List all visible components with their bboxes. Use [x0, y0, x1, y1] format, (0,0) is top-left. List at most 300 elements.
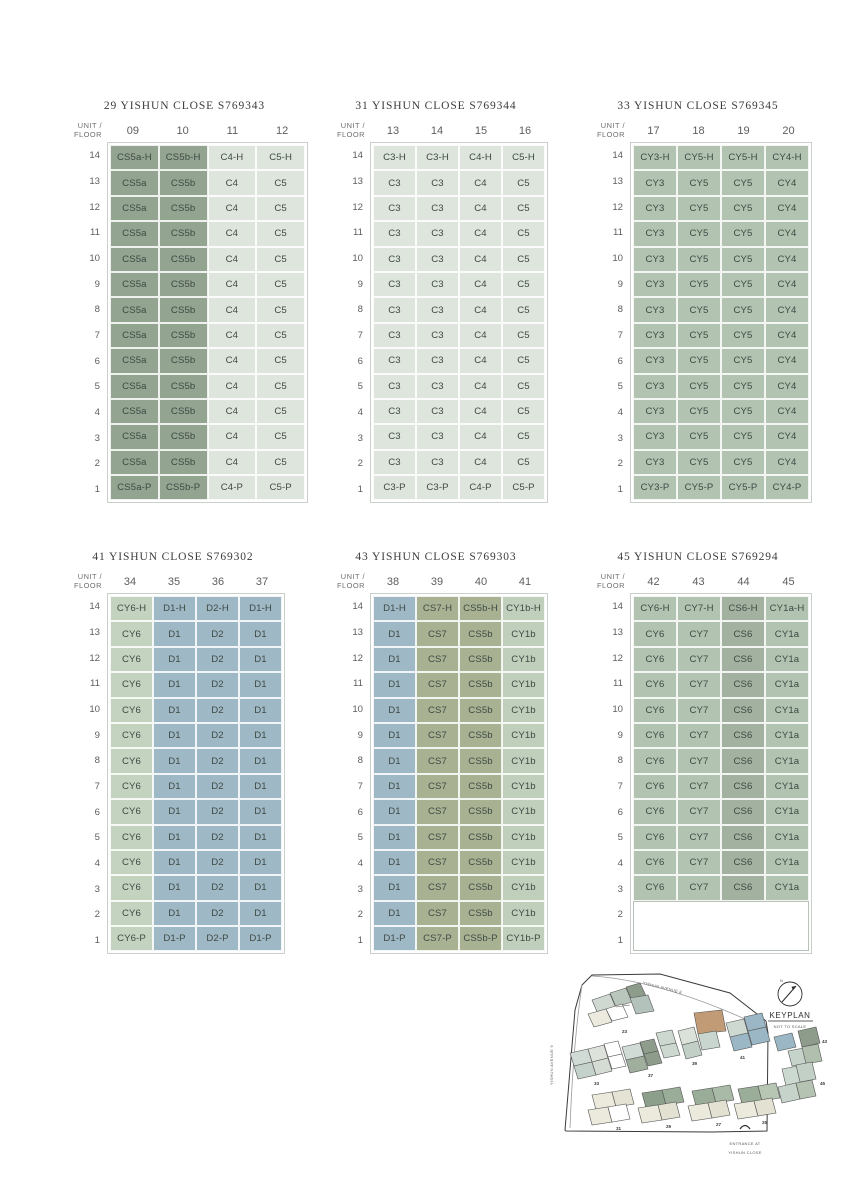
- unit-cell[interactable]: CY7-H: [677, 596, 721, 621]
- unit-cell[interactable]: CY6-H: [110, 596, 153, 621]
- unit-cell[interactable]: D1: [153, 850, 196, 875]
- unit-cell[interactable]: CY6: [633, 621, 677, 646]
- unit-cell[interactable]: D1: [153, 672, 196, 697]
- unit-cell[interactable]: CS6: [721, 799, 765, 824]
- unit-cell[interactable]: C5: [256, 272, 305, 297]
- unit-cell[interactable]: CS7: [416, 723, 459, 748]
- unit-cell[interactable]: C5: [256, 323, 305, 348]
- unit-cell[interactable]: CS5a: [110, 374, 159, 399]
- unit-cell[interactable]: C4: [459, 374, 502, 399]
- unit-cell[interactable]: C3-H: [373, 145, 416, 170]
- unit-cell[interactable]: C3: [416, 221, 459, 246]
- unit-cell[interactable]: C3: [373, 348, 416, 373]
- unit-cell[interactable]: CS5a: [110, 348, 159, 373]
- unit-cell[interactable]: D2-H: [196, 596, 239, 621]
- unit-cell[interactable]: CS5b: [159, 247, 208, 272]
- unit-cell[interactable]: CS5a-P: [110, 475, 159, 500]
- unit-cell[interactable]: CY1b: [502, 698, 545, 723]
- unit-cell[interactable]: CY1a: [765, 672, 809, 697]
- unit-cell[interactable]: CY4: [765, 399, 809, 424]
- unit-cell[interactable]: CS5a: [110, 399, 159, 424]
- unit-cell[interactable]: D1: [373, 621, 416, 646]
- unit-cell[interactable]: CS7: [416, 647, 459, 672]
- unit-cell[interactable]: CS5b-P: [159, 475, 208, 500]
- unit-cell[interactable]: C4-P: [208, 475, 257, 500]
- unit-cell[interactable]: C3: [373, 221, 416, 246]
- unit-cell[interactable]: C3: [373, 374, 416, 399]
- unit-cell[interactable]: C5: [502, 323, 545, 348]
- unit-cell[interactable]: D2: [196, 647, 239, 672]
- unit-cell[interactable]: D1: [239, 723, 282, 748]
- unit-cell[interactable]: CY1a: [765, 647, 809, 672]
- unit-cell[interactable]: CS5b: [459, 698, 502, 723]
- unit-cell[interactable]: D1: [153, 774, 196, 799]
- unit-cell[interactable]: CY5: [721, 374, 765, 399]
- unit-cell[interactable]: CY6: [110, 901, 153, 926]
- unit-cell[interactable]: CY3: [633, 323, 677, 348]
- unit-cell[interactable]: CS5b: [159, 221, 208, 246]
- unit-cell[interactable]: CY6: [633, 647, 677, 672]
- unit-cell[interactable]: CY6-P: [110, 926, 153, 951]
- unit-cell[interactable]: D1: [153, 723, 196, 748]
- unit-cell[interactable]: CY3: [633, 399, 677, 424]
- unit-cell[interactable]: CS5b: [159, 450, 208, 475]
- unit-cell[interactable]: CS6-H: [721, 596, 765, 621]
- unit-cell[interactable]: C4: [459, 221, 502, 246]
- unit-cell[interactable]: CY3: [633, 221, 677, 246]
- unit-cell[interactable]: D2: [196, 901, 239, 926]
- unit-cell[interactable]: C4: [459, 272, 502, 297]
- unit-cell[interactable]: CS6: [721, 647, 765, 672]
- unit-cell[interactable]: C5: [256, 399, 305, 424]
- unit-cell[interactable]: C4: [459, 424, 502, 449]
- unit-cell[interactable]: CS7-H: [416, 596, 459, 621]
- unit-cell[interactable]: CY5: [721, 247, 765, 272]
- unit-cell[interactable]: CS7: [416, 825, 459, 850]
- unit-cell[interactable]: D2-P: [196, 926, 239, 951]
- unit-cell[interactable]: CY5: [721, 399, 765, 424]
- unit-cell[interactable]: CY3: [633, 374, 677, 399]
- unit-cell[interactable]: CS5b: [459, 774, 502, 799]
- unit-cell[interactable]: CY4: [765, 348, 809, 373]
- unit-cell[interactable]: CS5a: [110, 297, 159, 322]
- unit-cell[interactable]: CY1b: [502, 774, 545, 799]
- unit-cell[interactable]: C3: [373, 196, 416, 221]
- unit-cell[interactable]: C3: [373, 297, 416, 322]
- unit-cell[interactable]: CY6: [110, 825, 153, 850]
- unit-cell[interactable]: CY1a: [765, 748, 809, 773]
- unit-cell[interactable]: CY5: [721, 170, 765, 195]
- unit-cell[interactable]: C3-P: [416, 475, 459, 500]
- unit-cell[interactable]: C5: [256, 374, 305, 399]
- unit-cell[interactable]: CS7: [416, 799, 459, 824]
- unit-cell[interactable]: CY4: [765, 170, 809, 195]
- unit-cell[interactable]: CY6: [633, 748, 677, 773]
- unit-cell[interactable]: CY7: [677, 698, 721, 723]
- unit-cell[interactable]: C5: [256, 196, 305, 221]
- unit-cell[interactable]: C3: [373, 450, 416, 475]
- unit-cell[interactable]: CY5: [677, 221, 721, 246]
- unit-cell[interactable]: D1: [239, 799, 282, 824]
- unit-cell[interactable]: C3: [416, 297, 459, 322]
- unit-cell[interactable]: C5: [256, 450, 305, 475]
- unit-cell[interactable]: CY6: [633, 672, 677, 697]
- unit-cell[interactable]: CY4: [765, 247, 809, 272]
- unit-cell[interactable]: CY3: [633, 247, 677, 272]
- unit-cell[interactable]: D1: [373, 901, 416, 926]
- unit-cell[interactable]: D1: [153, 647, 196, 672]
- unit-cell[interactable]: D2: [196, 621, 239, 646]
- unit-cell[interactable]: D1: [239, 748, 282, 773]
- unit-cell[interactable]: CS7: [416, 901, 459, 926]
- unit-cell[interactable]: CY4: [765, 424, 809, 449]
- unit-cell[interactable]: C4: [459, 297, 502, 322]
- unit-cell[interactable]: C3: [373, 170, 416, 195]
- unit-cell[interactable]: CY6: [633, 723, 677, 748]
- unit-cell[interactable]: CS6: [721, 672, 765, 697]
- unit-cell[interactable]: D1: [373, 799, 416, 824]
- unit-cell[interactable]: C4: [459, 323, 502, 348]
- unit-cell[interactable]: CY3: [633, 297, 677, 322]
- unit-cell[interactable]: D1: [239, 698, 282, 723]
- unit-cell[interactable]: CS5b: [159, 272, 208, 297]
- unit-cell[interactable]: D1: [239, 774, 282, 799]
- unit-cell[interactable]: C5: [502, 272, 545, 297]
- unit-cell[interactable]: D1-P: [373, 926, 416, 951]
- unit-cell[interactable]: D1: [239, 672, 282, 697]
- unit-cell[interactable]: CY3: [633, 348, 677, 373]
- unit-cell[interactable]: CY5: [677, 247, 721, 272]
- unit-cell[interactable]: CY1b: [502, 825, 545, 850]
- unit-cell[interactable]: D1: [373, 774, 416, 799]
- unit-cell[interactable]: CY1b: [502, 748, 545, 773]
- unit-cell[interactable]: CY6: [633, 850, 677, 875]
- unit-cell[interactable]: CS5a: [110, 170, 159, 195]
- unit-cell[interactable]: D2: [196, 825, 239, 850]
- unit-cell[interactable]: C5: [502, 247, 545, 272]
- unit-cell[interactable]: C4: [208, 424, 257, 449]
- unit-cell[interactable]: C5: [256, 221, 305, 246]
- unit-cell[interactable]: CS5b: [459, 621, 502, 646]
- unit-cell[interactable]: D2: [196, 672, 239, 697]
- unit-cell[interactable]: C3: [416, 450, 459, 475]
- unit-cell[interactable]: CY3: [633, 272, 677, 297]
- unit-cell[interactable]: CY1b: [502, 647, 545, 672]
- unit-cell[interactable]: D1: [153, 621, 196, 646]
- unit-cell[interactable]: CS6: [721, 825, 765, 850]
- unit-cell[interactable]: CY4: [765, 450, 809, 475]
- unit-cell[interactable]: CY7: [677, 825, 721, 850]
- unit-cell[interactable]: CY1b: [502, 672, 545, 697]
- unit-cell[interactable]: CY1a: [765, 825, 809, 850]
- unit-cell[interactable]: CY6: [633, 875, 677, 900]
- unit-cell[interactable]: C4: [459, 247, 502, 272]
- unit-cell[interactable]: CY5: [721, 323, 765, 348]
- unit-cell[interactable]: CY7: [677, 875, 721, 900]
- unit-cell[interactable]: C3-H: [416, 145, 459, 170]
- unit-cell[interactable]: C3: [416, 399, 459, 424]
- unit-cell[interactable]: CS7: [416, 850, 459, 875]
- unit-cell[interactable]: C3: [416, 247, 459, 272]
- unit-cell[interactable]: CS7: [416, 774, 459, 799]
- unit-cell[interactable]: D1: [239, 901, 282, 926]
- unit-cell[interactable]: CY5: [677, 348, 721, 373]
- unit-cell[interactable]: CY6: [633, 698, 677, 723]
- unit-cell[interactable]: C4-H: [208, 145, 257, 170]
- unit-cell[interactable]: CY6: [110, 799, 153, 824]
- unit-cell[interactable]: CY6: [110, 850, 153, 875]
- unit-cell[interactable]: D1: [373, 850, 416, 875]
- unit-cell[interactable]: CY6: [110, 723, 153, 748]
- unit-cell[interactable]: CY5: [721, 450, 765, 475]
- unit-cell[interactable]: CY5: [721, 424, 765, 449]
- unit-cell[interactable]: CY5: [721, 297, 765, 322]
- unit-cell[interactable]: C3: [416, 374, 459, 399]
- unit-cell[interactable]: CY5: [721, 221, 765, 246]
- unit-cell[interactable]: CS5b: [459, 672, 502, 697]
- unit-cell[interactable]: C4: [208, 221, 257, 246]
- unit-cell[interactable]: CY5-P: [721, 475, 765, 500]
- unit-cell[interactable]: C5: [502, 297, 545, 322]
- unit-cell[interactable]: D2: [196, 698, 239, 723]
- unit-cell[interactable]: C3: [416, 424, 459, 449]
- unit-cell[interactable]: C3: [416, 170, 459, 195]
- unit-cell[interactable]: CY5-H: [677, 145, 721, 170]
- unit-cell[interactable]: CS5b-P: [459, 926, 502, 951]
- unit-cell[interactable]: C5: [502, 450, 545, 475]
- unit-cell[interactable]: D1-P: [153, 926, 196, 951]
- unit-cell[interactable]: D1-P: [239, 926, 282, 951]
- unit-cell[interactable]: CY5-H: [721, 145, 765, 170]
- unit-cell[interactable]: CY4: [765, 374, 809, 399]
- unit-cell[interactable]: CS5a: [110, 221, 159, 246]
- unit-cell[interactable]: CY6-H: [633, 596, 677, 621]
- unit-cell[interactable]: C5-P: [256, 475, 305, 500]
- unit-cell[interactable]: CY5: [677, 374, 721, 399]
- unit-cell[interactable]: C4: [459, 170, 502, 195]
- unit-cell[interactable]: CS5b: [159, 348, 208, 373]
- unit-cell[interactable]: CY7: [677, 647, 721, 672]
- unit-cell[interactable]: CS5b: [159, 424, 208, 449]
- unit-cell[interactable]: CY5: [677, 424, 721, 449]
- unit-cell[interactable]: CY1b: [502, 723, 545, 748]
- unit-cell[interactable]: CY3-P: [633, 475, 677, 500]
- unit-cell[interactable]: CS5a: [110, 323, 159, 348]
- unit-cell[interactable]: CS5b: [459, 901, 502, 926]
- unit-cell[interactable]: CS5b: [459, 748, 502, 773]
- unit-cell[interactable]: CY6: [633, 825, 677, 850]
- unit-cell[interactable]: CS6: [721, 850, 765, 875]
- unit-cell[interactable]: CY1a: [765, 799, 809, 824]
- unit-cell[interactable]: CS7: [416, 875, 459, 900]
- unit-cell[interactable]: CY7: [677, 774, 721, 799]
- unit-cell[interactable]: CY6: [110, 698, 153, 723]
- unit-cell[interactable]: C4: [208, 348, 257, 373]
- unit-cell[interactable]: CY3: [633, 424, 677, 449]
- unit-cell[interactable]: CY4: [765, 196, 809, 221]
- unit-cell[interactable]: C5: [502, 196, 545, 221]
- unit-cell[interactable]: CY3-H: [633, 145, 677, 170]
- unit-cell[interactable]: C5: [256, 247, 305, 272]
- unit-cell[interactable]: CS6: [721, 698, 765, 723]
- unit-cell[interactable]: CY5: [677, 399, 721, 424]
- unit-cell[interactable]: CY6: [110, 672, 153, 697]
- unit-cell[interactable]: CY1b: [502, 799, 545, 824]
- unit-cell[interactable]: D1: [153, 875, 196, 900]
- unit-cell[interactable]: C5: [502, 348, 545, 373]
- unit-cell[interactable]: D1: [373, 647, 416, 672]
- unit-cell[interactable]: CY6: [110, 875, 153, 900]
- unit-cell[interactable]: CY5-P: [677, 475, 721, 500]
- unit-cell[interactable]: C5: [502, 424, 545, 449]
- unit-cell[interactable]: D1-H: [239, 596, 282, 621]
- unit-cell[interactable]: D1: [239, 621, 282, 646]
- unit-cell[interactable]: C4: [208, 170, 257, 195]
- unit-cell[interactable]: D1: [239, 850, 282, 875]
- unit-cell[interactable]: CS6: [721, 723, 765, 748]
- unit-cell[interactable]: D1: [239, 875, 282, 900]
- unit-cell[interactable]: D1: [373, 723, 416, 748]
- unit-cell[interactable]: D1-H: [373, 596, 416, 621]
- unit-cell[interactable]: CY1a: [765, 723, 809, 748]
- unit-cell[interactable]: D2: [196, 774, 239, 799]
- unit-cell[interactable]: CS6: [721, 875, 765, 900]
- unit-cell[interactable]: CY6: [110, 774, 153, 799]
- unit-cell[interactable]: D2: [196, 748, 239, 773]
- unit-cell[interactable]: C3: [416, 348, 459, 373]
- unit-cell[interactable]: C3: [373, 323, 416, 348]
- unit-cell[interactable]: C4: [459, 196, 502, 221]
- unit-cell[interactable]: CY1b: [502, 621, 545, 646]
- unit-cell[interactable]: C5: [502, 374, 545, 399]
- unit-cell[interactable]: C4: [208, 399, 257, 424]
- unit-cell[interactable]: CS7-P: [416, 926, 459, 951]
- unit-cell[interactable]: CY1b-H: [502, 596, 545, 621]
- unit-cell[interactable]: CY7: [677, 672, 721, 697]
- unit-cell[interactable]: D1: [373, 875, 416, 900]
- unit-cell[interactable]: CY1a: [765, 774, 809, 799]
- unit-cell[interactable]: C4: [208, 374, 257, 399]
- unit-cell[interactable]: CY6: [110, 621, 153, 646]
- unit-cell[interactable]: D1: [373, 825, 416, 850]
- unit-cell[interactable]: CY5: [721, 272, 765, 297]
- unit-cell[interactable]: CS5a: [110, 424, 159, 449]
- unit-cell[interactable]: D1: [153, 698, 196, 723]
- unit-cell[interactable]: C5: [256, 170, 305, 195]
- unit-cell[interactable]: C4: [208, 323, 257, 348]
- unit-cell[interactable]: C4: [459, 399, 502, 424]
- unit-cell[interactable]: CY4-H: [765, 145, 809, 170]
- unit-cell[interactable]: C5: [256, 297, 305, 322]
- unit-cell[interactable]: CY3: [633, 450, 677, 475]
- unit-cell[interactable]: CY6: [110, 748, 153, 773]
- unit-cell[interactable]: CY7: [677, 621, 721, 646]
- unit-cell[interactable]: C3: [416, 196, 459, 221]
- unit-cell[interactable]: CS5b: [159, 170, 208, 195]
- unit-cell[interactable]: CS6: [721, 621, 765, 646]
- unit-cell[interactable]: C3: [416, 272, 459, 297]
- unit-cell[interactable]: CS5a: [110, 272, 159, 297]
- unit-cell[interactable]: CY5: [677, 450, 721, 475]
- unit-cell[interactable]: CY6: [633, 799, 677, 824]
- unit-cell[interactable]: CS5b: [459, 850, 502, 875]
- unit-cell[interactable]: D2: [196, 850, 239, 875]
- unit-cell[interactable]: CY7: [677, 799, 721, 824]
- unit-cell[interactable]: CY7: [677, 723, 721, 748]
- unit-cell[interactable]: CS6: [721, 748, 765, 773]
- unit-cell[interactable]: CY1b: [502, 875, 545, 900]
- unit-cell[interactable]: CS7: [416, 672, 459, 697]
- unit-cell[interactable]: C3: [373, 247, 416, 272]
- unit-cell[interactable]: C4: [208, 196, 257, 221]
- unit-cell[interactable]: C5-H: [256, 145, 305, 170]
- unit-cell[interactable]: D1: [373, 672, 416, 697]
- unit-cell[interactable]: CS5b: [459, 723, 502, 748]
- unit-cell[interactable]: CY4: [765, 272, 809, 297]
- unit-cell[interactable]: CY5: [677, 323, 721, 348]
- unit-cell[interactable]: C3: [373, 399, 416, 424]
- unit-cell[interactable]: CY5: [721, 348, 765, 373]
- unit-cell[interactable]: CS5b: [159, 399, 208, 424]
- unit-cell[interactable]: CS5b: [459, 875, 502, 900]
- unit-cell[interactable]: C5-P: [502, 475, 545, 500]
- unit-cell[interactable]: CY5: [721, 196, 765, 221]
- unit-cell[interactable]: D1-H: [153, 596, 196, 621]
- unit-cell[interactable]: C5: [502, 170, 545, 195]
- unit-cell[interactable]: C5: [502, 221, 545, 246]
- unit-cell[interactable]: D1: [239, 825, 282, 850]
- unit-cell[interactable]: D1: [373, 698, 416, 723]
- unit-cell[interactable]: C3: [373, 424, 416, 449]
- unit-cell[interactable]: CS5b: [459, 825, 502, 850]
- unit-cell[interactable]: CY4-P: [765, 475, 809, 500]
- unit-cell[interactable]: CY1a: [765, 698, 809, 723]
- unit-cell[interactable]: CY1a-H: [765, 596, 809, 621]
- unit-cell[interactable]: CY1a: [765, 875, 809, 900]
- unit-cell[interactable]: CY5: [677, 196, 721, 221]
- unit-cell[interactable]: C4: [208, 297, 257, 322]
- unit-cell[interactable]: CS5a: [110, 247, 159, 272]
- unit-cell[interactable]: CS5b: [159, 374, 208, 399]
- unit-cell[interactable]: CY1b-P: [502, 926, 545, 951]
- unit-cell[interactable]: CY5: [677, 297, 721, 322]
- unit-cell[interactable]: CS6: [721, 774, 765, 799]
- unit-cell[interactable]: D1: [153, 748, 196, 773]
- unit-cell[interactable]: D1: [153, 825, 196, 850]
- unit-cell[interactable]: C4: [208, 450, 257, 475]
- unit-cell[interactable]: C3: [373, 272, 416, 297]
- unit-cell[interactable]: C5: [256, 424, 305, 449]
- unit-cell[interactable]: CY7: [677, 850, 721, 875]
- unit-cell[interactable]: CY6: [110, 647, 153, 672]
- unit-cell[interactable]: CS5b-H: [459, 596, 502, 621]
- unit-cell[interactable]: C4: [459, 348, 502, 373]
- unit-cell[interactable]: D1: [373, 748, 416, 773]
- unit-cell[interactable]: C4-P: [459, 475, 502, 500]
- unit-cell[interactable]: CS7: [416, 621, 459, 646]
- unit-cell[interactable]: C5: [256, 348, 305, 373]
- unit-cell[interactable]: CY3: [633, 170, 677, 195]
- unit-cell[interactable]: D1: [239, 647, 282, 672]
- unit-cell[interactable]: D2: [196, 875, 239, 900]
- unit-cell[interactable]: CY5: [677, 170, 721, 195]
- unit-cell[interactable]: CY3: [633, 196, 677, 221]
- unit-cell[interactable]: CS7: [416, 748, 459, 773]
- unit-cell[interactable]: CY4: [765, 221, 809, 246]
- unit-cell[interactable]: C4: [208, 247, 257, 272]
- unit-cell[interactable]: CY6: [633, 774, 677, 799]
- unit-cell[interactable]: CY1b: [502, 901, 545, 926]
